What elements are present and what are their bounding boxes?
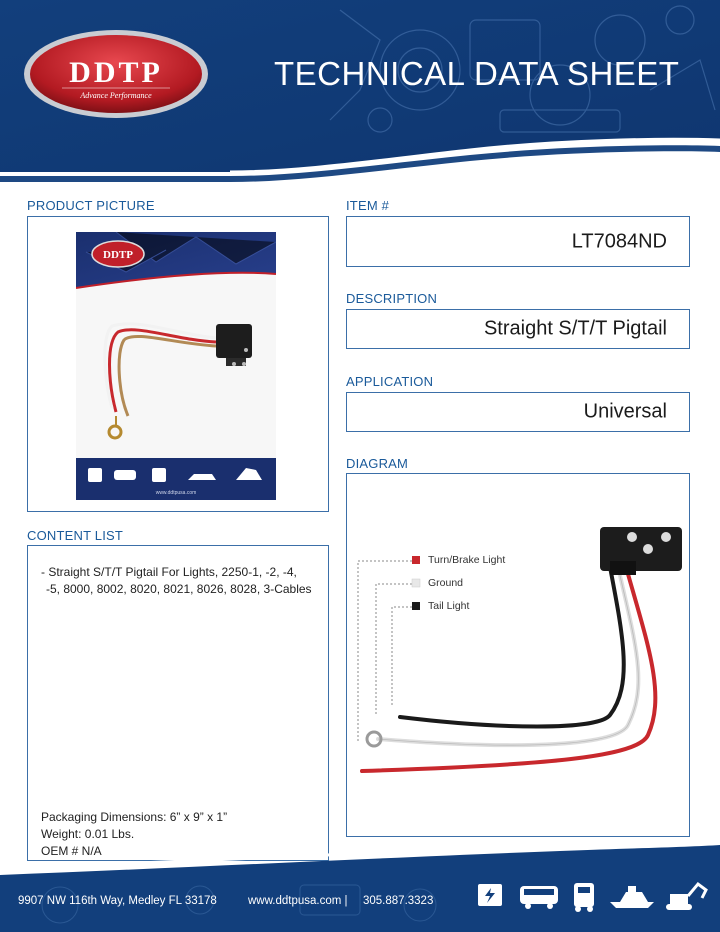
tail-light-swatch [412, 602, 420, 610]
legend-turn-brake: Turn/Brake Light [428, 554, 506, 566]
application-value: Universal [583, 400, 667, 423]
description-box [346, 309, 690, 349]
legend-tail-light: Tail Light [428, 600, 470, 612]
footer-address: 9907 NW 116th Way, Medley FL 33178 [18, 895, 217, 907]
content-line-2: -5, 8000, 8002, 8020, 8021, 8026, 8028, 3-Cables [46, 582, 312, 596]
ddtp-logo [22, 28, 210, 120]
svg-text:DDTP: DDTP [69, 56, 163, 89]
content-line-1: - Straight S/T/T Pigtail For Lights, 2250-1, -2, -4, [41, 565, 297, 579]
turn-brake-swatch [412, 556, 420, 564]
product-picture-label: PRODUCT PICTURE [27, 198, 155, 213]
ground-swatch [412, 579, 420, 587]
footer-phone: 305.887.3323 [363, 895, 434, 907]
product-package-image [76, 232, 276, 500]
item-label: ITEM # [346, 198, 390, 213]
excavator-icon [666, 884, 706, 910]
pigtail-diagram [348, 475, 690, 835]
application-box [346, 392, 690, 432]
bus-icon [520, 886, 558, 909]
footer-icon-row [470, 880, 710, 914]
oem-number: OEM # N/A [41, 844, 102, 858]
page-title: TECHNICAL DATA SHEET [274, 55, 680, 92]
footer-website[interactable]: www.ddtpusa.com | [248, 895, 348, 907]
package-url: www.ddtpusa.com [155, 490, 197, 496]
item-number: LT7084ND [571, 230, 667, 252]
application-label: APPLICATION [346, 374, 434, 389]
truck-icon [574, 883, 594, 912]
legend-ground: Ground [428, 577, 464, 589]
description-label: DESCRIPTION [346, 291, 438, 306]
diagram-label: DIAGRAM [346, 456, 409, 471]
generator-icon [478, 884, 502, 906]
item-box [346, 216, 690, 267]
content-list-label: CONTENT LIST [27, 528, 124, 543]
package-logo-text: DDTP [103, 249, 133, 261]
description-value: Straight S/T/T Pigtail [483, 317, 667, 340]
packaging-dimensions: Packaging Dimensions: 6” x 9” x 1” [41, 810, 228, 824]
svg-text:Advance Performance: Advance Performance [80, 91, 152, 100]
weight: Weight: 0.01 Lbs. [41, 827, 135, 841]
yacht-icon [610, 886, 654, 908]
